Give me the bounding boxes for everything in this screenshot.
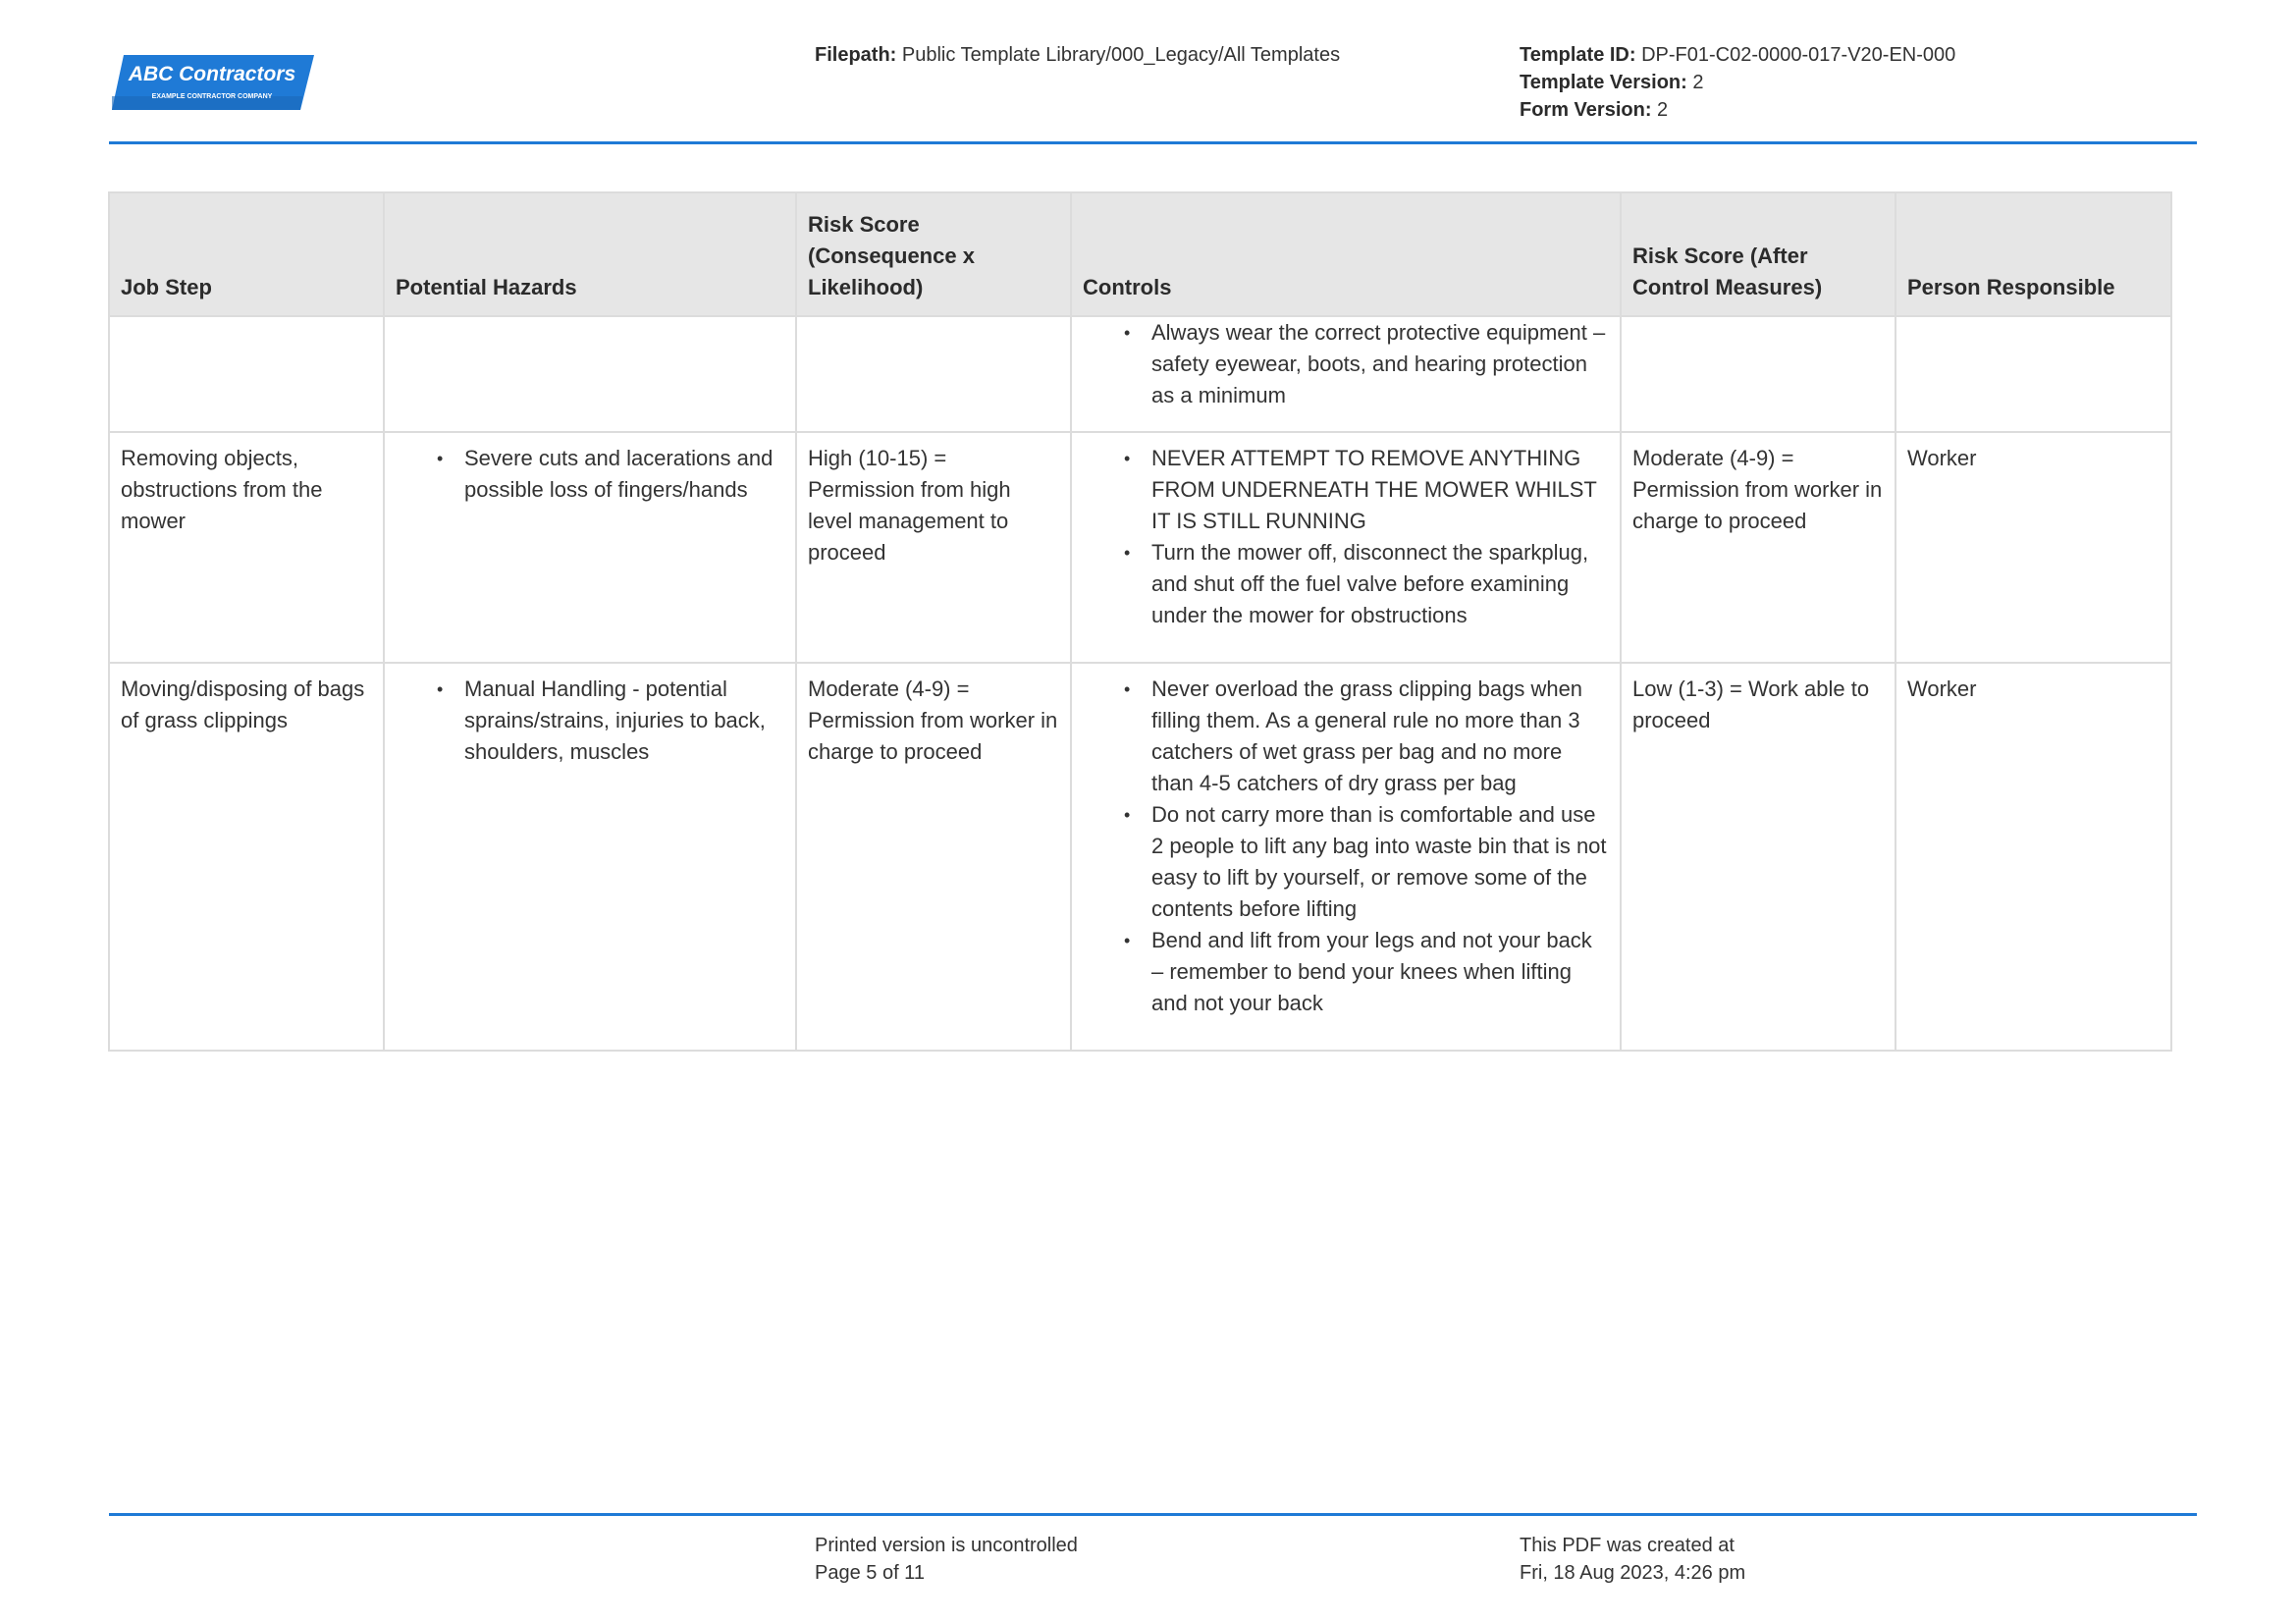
footer-created-value: Fri, 18 Aug 2023, 4:26 pm bbox=[1520, 1562, 1746, 1584]
col-job-step: Job Step bbox=[109, 192, 384, 316]
cell-controls bbox=[1071, 316, 1621, 432]
controls-list bbox=[1083, 674, 1609, 1019]
footer-divider bbox=[109, 1513, 2197, 1516]
job-safety-table bbox=[108, 191, 2172, 1052]
cell-risk-before: High (10-15) = Permission from high level management to proceed bbox=[796, 432, 1071, 663]
list-item: • Bend and lift from your legs and not your back – remember to bend your knees when lifting and not your back bbox=[1151, 925, 1609, 1019]
filepath-label: Filepath: bbox=[815, 44, 897, 66]
cell-hazards bbox=[384, 663, 796, 1051]
cell-job-step: Removing objects, obstructions from the mower bbox=[109, 432, 384, 663]
col-risk-score-after: Risk Score (After Control Measures) bbox=[1621, 192, 1896, 316]
header-divider bbox=[109, 141, 2197, 144]
template-version-value: 2 bbox=[1692, 72, 1704, 93]
footer-created-label: This PDF was created at bbox=[1520, 1535, 1735, 1556]
controls-list bbox=[1083, 443, 1609, 631]
cell-hazards bbox=[384, 316, 796, 432]
list-item: • NEVER ATTEMPT TO REMOVE ANYTHING FROM UNDERNEATH THE MOWER WHILST IT IS STILL RUNNING bbox=[1151, 443, 1609, 537]
form-version-line bbox=[1520, 96, 1955, 124]
footer-page-number: Page 5 of 11 bbox=[815, 1562, 925, 1584]
table-row-continued bbox=[109, 316, 2171, 432]
list-item: • Severe cuts and lacerations and possible loss of fingers/hands bbox=[464, 443, 784, 506]
cell-risk-before bbox=[796, 316, 1071, 432]
hazards-list bbox=[396, 443, 784, 506]
form-version-value: 2 bbox=[1657, 99, 1669, 121]
header-filepath bbox=[815, 41, 1340, 69]
col-controls: Controls bbox=[1071, 192, 1621, 316]
cell-person bbox=[1896, 316, 2171, 432]
table-header-row bbox=[109, 192, 2171, 316]
template-id-label: Template ID: bbox=[1520, 44, 1636, 66]
list-item: • Always wear the correct protective equipment – safety eyewear, boots, and hearing protection as a minimum bbox=[1151, 317, 1609, 411]
cell-risk-after bbox=[1621, 316, 1896, 432]
form-version-label: Form Version: bbox=[1520, 99, 1652, 121]
list-item: • Manual Handling - potential sprains/strains, injuries to back, shoulders, muscles bbox=[464, 674, 784, 768]
cell-controls bbox=[1071, 663, 1621, 1051]
footer-left bbox=[815, 1532, 1078, 1587]
filepath-value: Public Template Library/000_Legacy/All Templates bbox=[901, 44, 1341, 66]
logo-tagline: EXAMPLE CONTRACTOR COMPANY bbox=[151, 93, 273, 100]
company-logo bbox=[110, 53, 316, 112]
template-version-line bbox=[1520, 69, 1955, 96]
cell-person: Worker bbox=[1896, 663, 2171, 1051]
list-item: • Never overload the grass clipping bags when filling them. As a general rule no more than 3 catchers of wet grass per bag and no more than 4-5 catchers of dry grass per bag bbox=[1151, 674, 1609, 799]
template-id-value: DP-F01-C02-0000-017-V20-EN-000 bbox=[1641, 44, 1956, 66]
cell-hazards bbox=[384, 432, 796, 663]
cell-controls bbox=[1071, 432, 1621, 663]
footer-uncontrolled-note: Printed version is uncontrolled bbox=[815, 1535, 1078, 1556]
cell-job-step: Moving/disposing of bags of grass clippings bbox=[109, 663, 384, 1051]
col-risk-score-before: Risk Score (Consequence x Likelihood) bbox=[796, 192, 1071, 316]
table-row bbox=[109, 432, 2171, 663]
template-id-line bbox=[1520, 41, 1955, 69]
cell-risk-before: Moderate (4-9) = Permission from worker in charge to proceed bbox=[796, 663, 1071, 1051]
cell-job-step bbox=[109, 316, 384, 432]
header-template-info bbox=[1520, 41, 1955, 124]
list-item: • Turn the mower off, disconnect the sparkplug, and shut off the fuel valve before examining under the mower for obstructions bbox=[1151, 537, 1609, 631]
hazards-list bbox=[396, 674, 784, 768]
table-row bbox=[109, 663, 2171, 1051]
footer-right bbox=[1520, 1532, 1745, 1587]
logo-name: ABC Contractors bbox=[128, 63, 296, 85]
col-potential-hazards: Potential Hazards bbox=[384, 192, 796, 316]
controls-list bbox=[1083, 317, 1609, 411]
list-item: • Do not carry more than is comfortable and use 2 people to lift any bag into waste bin that is not easy to lift by yourself, or remove some of the contents before lifting bbox=[1151, 799, 1609, 925]
cell-person: Worker bbox=[1896, 432, 2171, 663]
cell-risk-after: Low (1-3) = Work able to proceed bbox=[1621, 663, 1896, 1051]
template-version-label: Template Version: bbox=[1520, 72, 1687, 93]
col-person-responsible: Person Responsible bbox=[1896, 192, 2171, 316]
cell-risk-after: Moderate (4-9) = Permission from worker in charge to proceed bbox=[1621, 432, 1896, 663]
